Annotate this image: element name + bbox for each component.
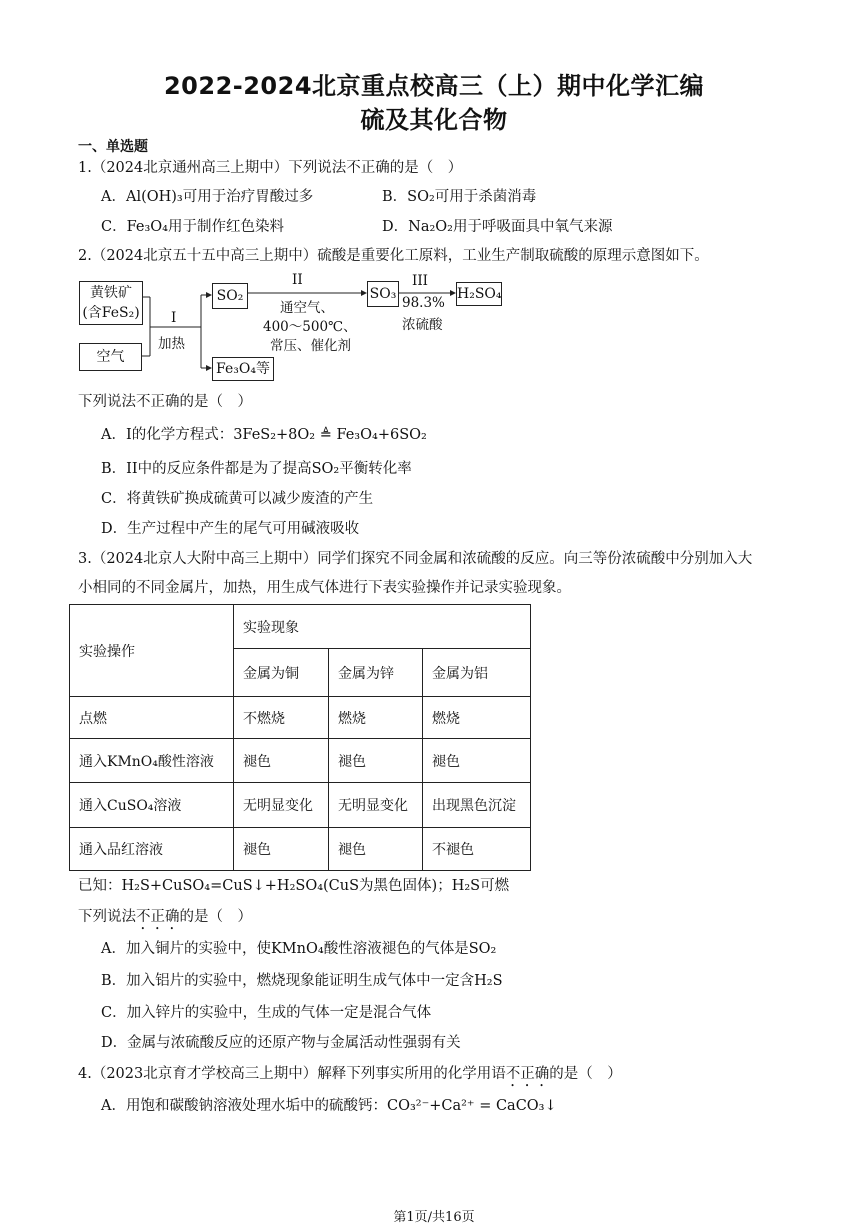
step-1-label: I xyxy=(171,310,177,326)
step-1-condition: 加热 xyxy=(158,336,185,352)
section-heading: 一、单选题 xyxy=(78,139,148,155)
q3-prompt-emphasis: 不正确 xyxy=(136,909,180,925)
table-header-operation: 实验操作 xyxy=(70,605,234,697)
q4-stem-emphasis: 不正确 xyxy=(505,1066,550,1082)
q2-option-b: B．II中的反应条件都是为了提高SO₂平衡转化率 xyxy=(101,461,412,477)
table-row xyxy=(70,783,531,828)
table-cell: 褪色 xyxy=(423,739,531,783)
pyrite-formula: (含FeS₂) xyxy=(82,305,140,321)
table-header-copper: 金属为铜 xyxy=(234,649,329,697)
table-cell: 褪色 xyxy=(329,828,423,871)
pyrite-label: 黄铁矿 xyxy=(90,285,132,301)
q4-stem-tail: 的是（ ） xyxy=(549,1066,622,1082)
q3-option-d: D．金属与浓硫酸反应的还原产物与金属活动性强弱有关 xyxy=(101,1035,461,1051)
table-cell: 不燃烧 xyxy=(234,697,329,739)
air-box: 空气 xyxy=(79,343,142,371)
step-2-condition-2: 400～500℃、 xyxy=(263,319,357,335)
table-row xyxy=(70,739,531,783)
q3-prompt xyxy=(78,905,252,933)
table-cell: 通入KMnO₄酸性溶液 xyxy=(70,739,234,783)
table-header-zinc: 金属为锌 xyxy=(329,649,423,697)
table-cell: 不褪色 xyxy=(423,828,531,871)
table-cell: 点燃 xyxy=(70,697,234,739)
question-3-stem-line-1: 3.（2024北京人大附中高三上期中）同学们探究不同金属和浓硫酸的反应。向三等份浓硫酸中分别加入大 xyxy=(78,551,753,567)
table-cell: 褪色 xyxy=(234,828,329,871)
table-cell: 通入CuSO₄溶液 xyxy=(70,783,234,828)
q1-option-a: A．Al(OH)₃可用于治疗胃酸过多 xyxy=(101,189,314,205)
question-1-stem: 1.（2024北京通州高三上期中）下列说法不正确的是（ ） xyxy=(78,160,463,176)
table-header-phenomenon: 实验现象 xyxy=(234,605,531,649)
question-2-stem: 2.（2024北京五十五中高三上期中）硫酸是重要化工原料，工业生产制取硫酸的原理示意图如下。 xyxy=(78,248,709,264)
table-cell: 无明显变化 xyxy=(234,783,329,828)
table-cell: 通入品红溶液 xyxy=(70,828,234,871)
q1-option-c: C．Fe₃O₄用于制作红色染料 xyxy=(101,219,284,235)
q3-option-c: C．加入锌片的实验中，生成的气体一定是混合气体 xyxy=(101,1005,432,1021)
page-title: 2022-2024北京重点校高三（上）期中化学汇编 xyxy=(163,72,705,100)
table-row xyxy=(70,697,531,739)
q4-stem-text: 4.（2023北京育才学校高三上期中）解释下列事实所用的化学用语 xyxy=(78,1066,506,1082)
q3-option-b: B．加入铝片的实验中，燃烧现象能证明生成气体中一定含H₂S xyxy=(101,973,503,989)
q1-option-d: D．Na₂O₂用于呼吸面具中氧气来源 xyxy=(382,219,613,235)
q4-option-a: A．用饱和碳酸钠溶液处理水垢中的硫酸钙：CO₃²⁻+Ca²⁺ = CaCO₃↓ xyxy=(101,1098,557,1114)
q2-option-a: A．I的化学方程式：3FeS₂+8O₂ ≜ Fe₃O₄+6SO₂ xyxy=(101,427,427,443)
step-3-label: III xyxy=(412,273,428,289)
q3-prompt-tail: 的是（ ） xyxy=(179,909,252,925)
pyrite-box xyxy=(79,281,143,325)
so3-box: SO₃ xyxy=(367,281,399,307)
step-2-condition-1: 通空气、 xyxy=(280,300,334,316)
table-cell: 燃烧 xyxy=(423,697,531,739)
question-4-stem xyxy=(78,1062,622,1090)
table-cell: 褪色 xyxy=(234,739,329,783)
q3-known-info: 已知：H₂S+CuSO₄=CuS↓+H₂SO₄(CuS为黑色固体)；H₂S可燃 xyxy=(78,878,510,894)
step-3-condition-1: 98.3% xyxy=(402,295,445,311)
table-cell: 燃烧 xyxy=(329,697,423,739)
q3-prompt-text: 下列说法 xyxy=(78,909,136,925)
step-2-label: II xyxy=(292,272,303,288)
table-cell: 褪色 xyxy=(329,739,423,783)
q2-option-d: D．生产过程中产生的尾气可用碱液吸收 xyxy=(101,521,360,537)
table-header-aluminum: 金属为铝 xyxy=(423,649,531,697)
question-3-stem-line-2: 小相同的不同金属片，加热，用生成气体进行下表实验操作并记录实验现象。 xyxy=(78,580,571,596)
step-3-condition-2: 浓硫酸 xyxy=(402,317,443,333)
page-footer: 第1页/共16页 xyxy=(393,1210,475,1225)
step-2-condition-3: 常压、催化剂 xyxy=(270,338,351,354)
q3-option-a: A．加入铜片的实验中，使KMnO₄酸性溶液褪色的气体是SO₂ xyxy=(101,941,497,957)
so2-box: SO₂ xyxy=(212,283,248,309)
table-row xyxy=(70,828,531,871)
h2so4-box: H₂SO₄ xyxy=(456,282,502,306)
q2-prompt: 下列说法不正确的是（ ） xyxy=(78,394,252,410)
q2-option-c: C．将黄铁矿换成硫黄可以减少废渣的产生 xyxy=(101,491,374,507)
fe3o4-box: Fe₃O₄等 xyxy=(212,357,274,381)
experiment-table xyxy=(69,604,531,871)
table-cell: 无明显变化 xyxy=(329,783,423,828)
page-subtitle: 硫及其化合物 xyxy=(360,106,508,134)
q1-option-b: B．SO₂可用于杀菌消毒 xyxy=(382,189,537,205)
table-cell: 出现黑色沉淀 xyxy=(423,783,531,828)
